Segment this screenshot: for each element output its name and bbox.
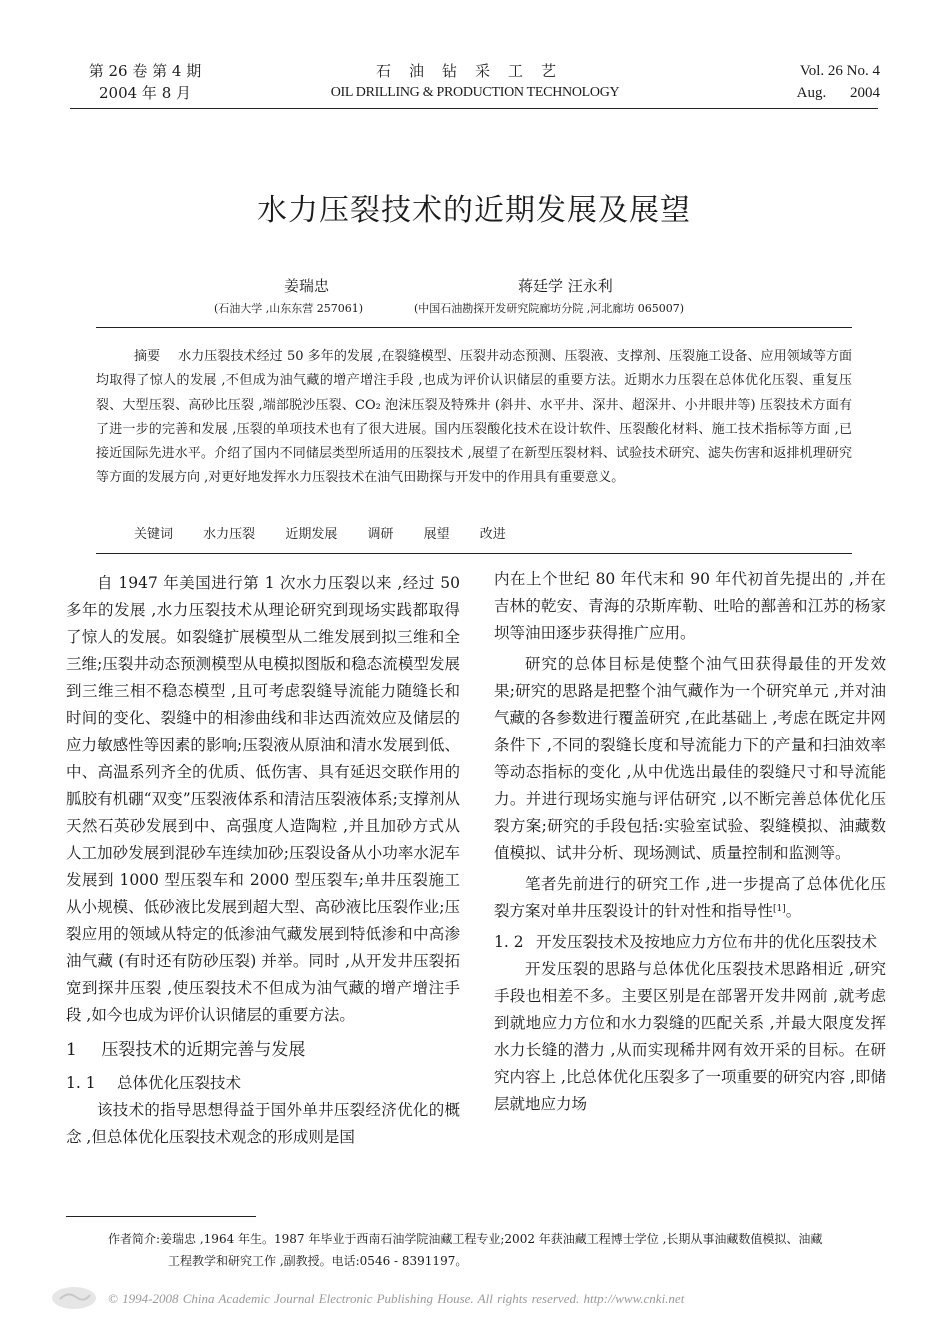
header-volume-block	[70, 60, 220, 104]
section-1-number: 1	[66, 1040, 77, 1060]
abstract-text: 水力压裂技术经过 50 多年的发展 ,在裂缝模型、压裂井动态预测、压裂液、支撑剂、压裂施工设备、应用领域等方面均取得了惊人的发展 ,不但成为油气藏的增产增注手段 ,也成为评价认识储层的重要方法。近期水力压裂在总体优化压裂、重复压裂、大型压裂、高砂比压裂 ,端部脱沙压裂、CO₂ 泡沫压裂及特殊井 (斜井、水平井、深井、超深井、小井眼井等) 压裂技术方面有了进一步的完善和发展 ,压裂的单项技术也有了很大进展。国内压裂酸化技术在设计软件、压裂酸化材料、施工技术指标等方面 ,已接近国际先进水平。介绍了国内不同储层类型所适用的压裂技术 ,展望了在新型压裂材料、试验技术研究、滤失伤害和返排机理研究等方面的发展方向 ,对更好地发挥水力压裂技术在油气田勘探与开发中的作用具有重要意义。	[96, 349, 852, 486]
keyword: 改进	[479, 527, 506, 542]
keyword: 水力压裂	[203, 527, 256, 542]
left-column	[66, 570, 460, 1151]
abstract-label: 摘要	[134, 349, 161, 364]
prior-work-end: 。	[785, 902, 802, 920]
author-footnote	[108, 1228, 888, 1272]
right-column	[494, 566, 886, 1118]
prior-work-text: 笔者先前进行的研究工作 ,进一步提高了总体优化压裂方案对单井压裂设计的针对性和指导性	[494, 875, 886, 920]
right-paragraph-1-2: 开发压裂的思路与总体优化压裂技术思路相近 ,研究手段也相差不多。主要区别是在部署开发井网前 ,就考虑到就地应力方位和水力裂缝的匹配关系 ,并最大限度发挥水力长缝的潜力 ,从而实现稀井网有效开采的目标。在研究内容上 ,比总体优化压裂多了一项重要的研究内容 ,即储层就地应力场	[494, 960, 886, 1113]
author-2: 蒋廷学 汪永利	[518, 277, 613, 295]
author-1: 姜瑞忠	[284, 277, 330, 295]
copyright-notice: © 1994-2008 China Academic Journal Electronic Publishing House. All rights reserved. http://www.cnki.net	[108, 1291, 685, 1306]
abstract-bottom-rule	[96, 553, 852, 554]
header-rule	[70, 108, 878, 109]
keywords	[134, 523, 522, 542]
header-date-cn: 2004 年 8 月	[98, 84, 192, 102]
header-journal-block	[300, 60, 650, 104]
right-paragraph-continued: 内在上个世纪 80 年代末和 90 年代初首先提出的 ,并在吉林的乾安、青海的尕斯库勒、吐哈的鄯善和江苏的杨家坝等油田逐步获得推广应用。	[494, 570, 886, 642]
header-volume-cn: 第 26 卷 第 4 期	[88, 62, 202, 80]
subsection-1-2-heading	[494, 929, 886, 956]
section-1-heading	[66, 1037, 460, 1064]
footnote-line-2: 工程教学和研究工作 ,副教授。电话:0546 - 8391197。	[168, 1254, 468, 1268]
citation-ref[interactable]: [1]	[773, 904, 786, 914]
subsection-1-2-number: 1. 2	[494, 933, 524, 951]
header-volume-en: Vol. 26 No. 4	[799, 63, 880, 79]
footnote-line-1: 作者简介:姜瑞忠 ,1964 年生。1987 年毕业于西南石油学院油藏工程专业;2002 年获油藏工程博士学位 ,长期从事油藏数值模拟、油藏	[108, 1232, 823, 1246]
affiliation-2: (中国石油勘探开发研究院廊坊分院 ,河北廊坊 065007)	[414, 302, 685, 315]
cnki-logo-icon	[50, 1285, 98, 1311]
subsection-1-1-title: 总体优化压裂技术	[116, 1074, 241, 1092]
header-journal-cn: 石油钻采工艺	[375, 62, 574, 80]
paper-title: 水力压裂技术的近期发展及展望	[257, 193, 691, 228]
abstract	[96, 345, 852, 491]
header-date-en: Aug. 2004	[796, 85, 880, 101]
keyword: 近期发展	[285, 527, 338, 542]
footnote-rule	[66, 1216, 256, 1217]
keyword: 调研	[367, 527, 394, 542]
keyword: 展望	[423, 527, 450, 542]
header-journal-en: OIL DRILLING & PRODUCTION TECHNOLOGY	[330, 85, 620, 100]
subsection-1-1-heading	[66, 1070, 460, 1097]
subsection-1-2-title: 开发压裂技术及按地应力方位布井的优化压裂技术	[536, 933, 878, 951]
keywords-label: 关键词	[134, 527, 174, 542]
section-1-title: 压裂技术的近期完善与发展	[101, 1040, 306, 1060]
right-paragraph-goals: 研究的总体目标是使整个油气田获得最佳的开发效果;研究的思路是把整个油气藏作为一个研究单元 ,并对油气藏的各参数进行覆盖研究 ,在此基础上 ,考虑在既定井网条件下 ,不同的裂缝长度和导流能力下的产量和扫油效率等动态指标的变化 ,从中优选出最佳的裂缝尺寸和导流能力。并进行现场实施与评估研究 ,以不断完善总体优化压裂方案;研究的手段包括:实验室试验、裂缝模拟、油藏数值模拟、试井分析、现场测试、质量控制和监测等。	[494, 655, 886, 862]
left-paragraph-1-1: 该技术的指导思想得益于国外单井压裂经济优化的概念 ,但总体优化压裂技术观念的形成则是国	[66, 1101, 460, 1146]
header-volume-en-block	[760, 60, 880, 104]
affiliation-1: (石油大学 ,山东东营 257061)	[214, 302, 364, 315]
left-paragraph-intro: 自 1947 年美国进行第 1 次水力压裂以来 ,经过 50 多年的发展 ,水力压裂技术从理论研究到现场实践都取得了惊人的发展。如裂缝扩展模型从二维发展到拟三维和全三维;压裂井动态预测模型从电模拟图版和稳态流模型发展到三维三相不稳态模型 ,且可考虑裂缝导流能力随缝长和时间的变化、裂缝中的相渗曲线和非达西流效应及储层的应力敏感性等因素的影响;压裂液从原油和清水发展到低、中、高温系列齐全的优质、低伤害、具有延迟交联作用的胍胶有机硼“双变”压裂液体系和清洁压裂液体系;支撑剂从天然石英砂发展到中、高强度人造陶粒 ,并且加砂方式从人工加砂发展到混砂车连续加砂;压裂设备从小功率水泥车发展到 1000 型压裂车和 2000 型压裂车;单井压裂施工从小规模、低砂液比发展到超大型、高砂液比压裂作业;压裂应用的领域从特定的低渗油气藏发展到特低渗和中高渗油气藏 (有时还有防砂压裂) 并举。同时 ,从开发井压裂拓宽到探井压裂 ,使压裂技术不但成为油气藏的增产增注手段 ,如今也成为评价认识储层的重要方法。	[66, 574, 460, 1024]
right-paragraph-prior-work	[494, 871, 886, 925]
subsection-1-1-number: 1. 1	[66, 1074, 96, 1092]
abstract-top-rule	[96, 327, 852, 328]
